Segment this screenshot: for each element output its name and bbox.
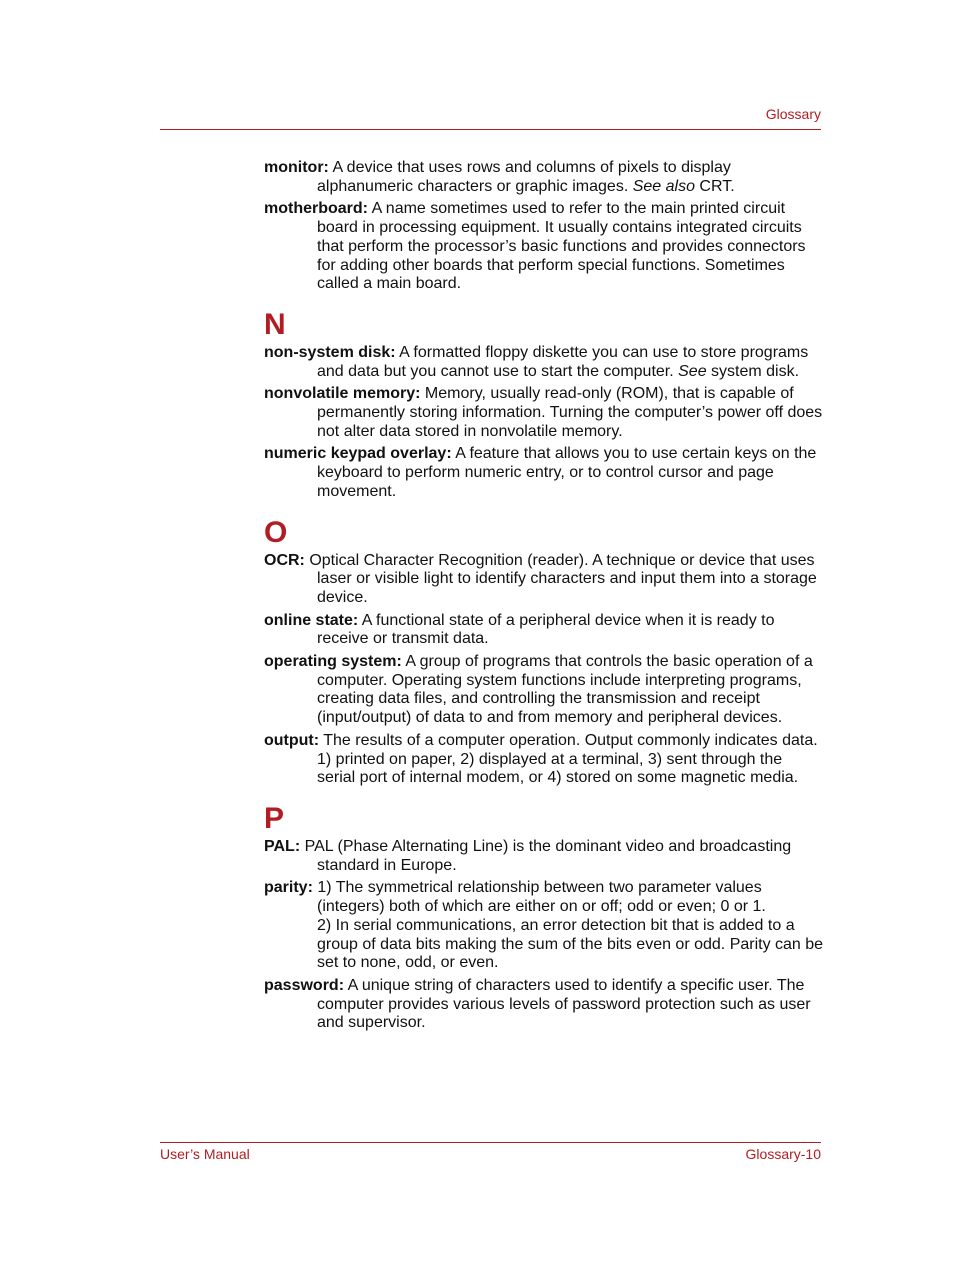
glossary-term: monitor:	[264, 159, 329, 176]
definition-text: A functional state of a peripheral device when it is ready to receive or transmit data.	[317, 611, 775, 648]
cross-reference-label: See also	[632, 177, 695, 195]
definition-text: PAL (Phase Alternating Line) is the dominant video and broadcasting standard in Europe.	[300, 837, 792, 874]
glossary-term: operating system:	[264, 653, 402, 671]
definition-text: Memory, usually read-only (ROM), that is capable of permanently storing information. Turning the computer’s power off does not alter data stored in nonvolatile memory.	[317, 385, 823, 440]
glossary-entry	[264, 159, 824, 196]
glossary-term: online state:	[264, 611, 359, 629]
glossary-term: OCR:	[264, 551, 305, 569]
glossary-entry	[264, 732, 824, 788]
definition-text: A unique string of characters used to identify a specific user. The computer provides various levels of password protection such as user and supervisor.	[317, 976, 811, 1032]
definition-text: A group of programs that controls the basic operation of a computer. Operating system functions include interpreting programs, creating data files, and controlling the transmission and receipt (input/output) of data to and from memory and peripheral devices.	[317, 653, 813, 727]
footer-page-number: Glossary-10	[745, 1146, 821, 1162]
glossary-term: parity:	[264, 879, 313, 897]
definition-text: 1) The symmetrical relationship between two parameter values (integers) both of which are either on or off; odd or even; 0 or 1.	[312, 879, 766, 916]
glossary-entry	[264, 879, 824, 973]
glossary-term: non-system disk:	[264, 343, 396, 361]
glossary-term: output:	[264, 731, 320, 749]
glossary-term: password:	[264, 976, 345, 994]
glossary-term: nonvolatile memory:	[264, 385, 421, 403]
glossary-term: motherboard:	[264, 200, 368, 218]
definition-text: A feature that allows you to use certain keys on the keyboard to perform numeric entry, or to control cursor and page movement.	[317, 445, 817, 500]
glossary-entry	[264, 977, 824, 1033]
definition-text: A device that uses rows and columns of pixels to display alphanumeric characters or graphic images.	[317, 159, 731, 195]
running-header-title: Glossary	[765, 106, 821, 122]
glossary-term: PAL:	[264, 837, 301, 855]
glossary-content	[264, 159, 824, 1037]
cross-reference-target: system disk.	[706, 362, 800, 380]
header-rule	[160, 129, 821, 130]
definition-continuation: 1) printed on paper, 2) displayed at a terminal, 3) sent through the serial port of internal modem, or 4) stored on some magnetic media.	[317, 750, 799, 787]
glossary-entry	[264, 552, 824, 608]
cross-reference-target: CRT.	[694, 177, 735, 195]
definition-text: A formatted floppy diskette you can use to store programs and data but you cannot use to start the computer.	[317, 343, 809, 380]
glossary-entry	[264, 385, 824, 441]
glossary-entry	[264, 344, 824, 381]
glossary-entry	[264, 200, 824, 294]
glossary-entry	[264, 838, 824, 875]
glossary-entry	[264, 612, 824, 649]
definition-text: Optical Character Recognition (reader). A technique or device that uses laser or visible light to identify characters and input them into a storage device.	[304, 551, 817, 606]
definition-text: The results of a computer operation. Output commonly indicates data.	[319, 731, 818, 749]
glossary-term: numeric keypad overlay:	[264, 445, 452, 463]
footer-rule	[160, 1142, 821, 1143]
cross-reference-label: See	[678, 362, 707, 380]
footer-manual-title: User’s Manual	[160, 1146, 250, 1162]
glossary-entry	[264, 653, 824, 728]
section-letter-n: N	[264, 307, 286, 341]
definition-continuation: 2) In serial communications, an error detection bit that is added to a group of data bits making the sum of the bits even or odd. Parity can be set to none, odd, or even.	[317, 916, 824, 972]
definition-text: A name sometimes used to refer to the main printed circuit board in processing equipment. It usually contains integrated circuits that perform the processor’s basic functions and provides connectors for adding other boards that perform special functions. Sometimes called a main board.	[317, 200, 806, 293]
glossary-entry	[264, 445, 824, 501]
section-letter-o: O	[264, 515, 288, 549]
section-letter-p: P	[264, 801, 285, 835]
